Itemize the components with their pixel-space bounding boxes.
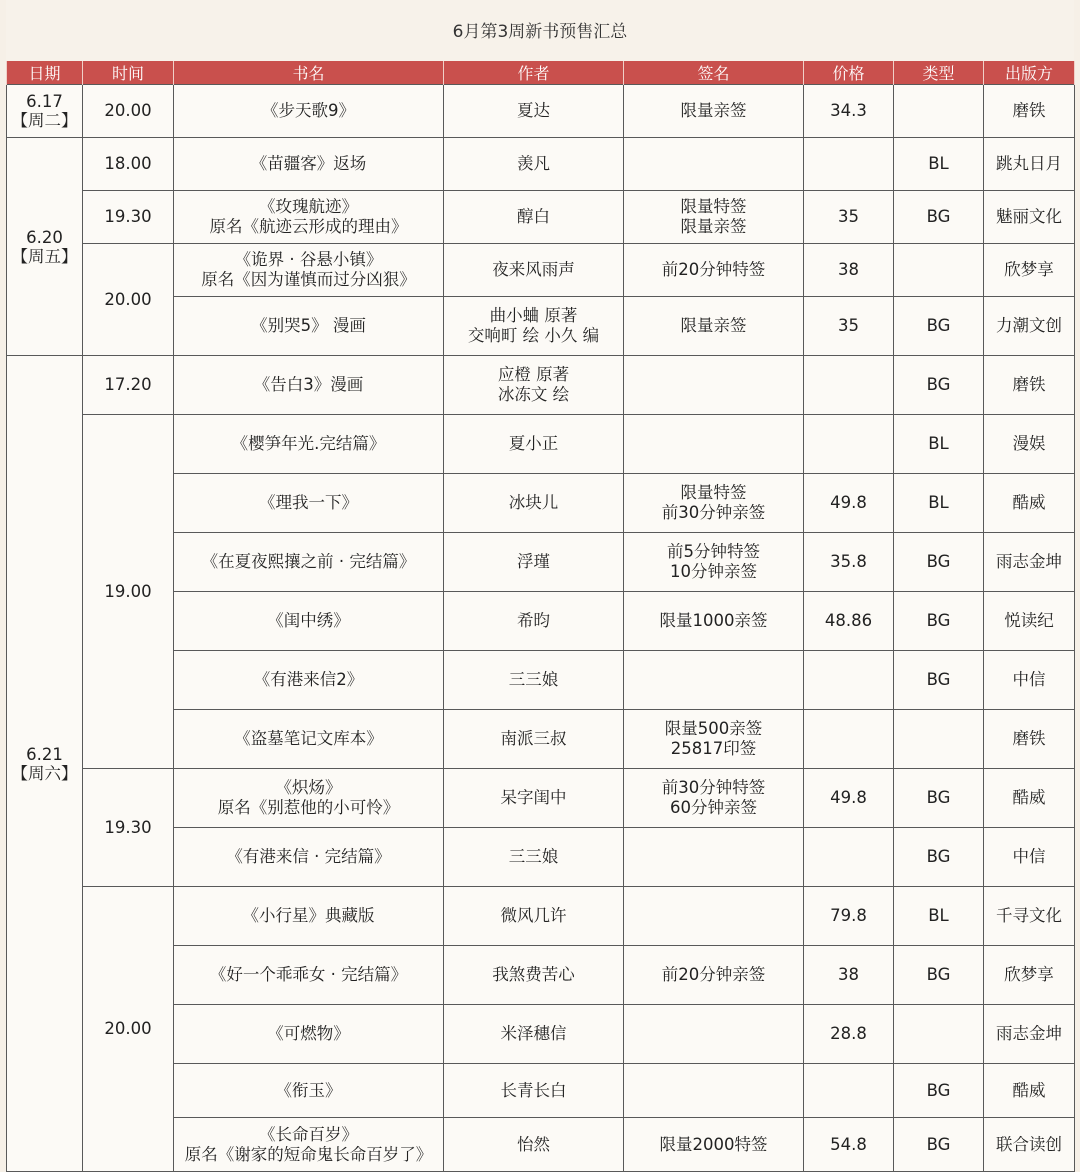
book-title-cell-line: 《好一个乖乖女 · 完结篇》 — [209, 965, 408, 984]
publisher-cell — [984, 138, 1075, 191]
publisher-cell — [984, 769, 1075, 828]
author-cell-line: 呆字闺中 — [500, 788, 567, 807]
signature-cell — [624, 710, 804, 769]
author-cell-line: 醇白 — [517, 207, 550, 226]
publisher-cell-line: 酷威 — [1012, 788, 1046, 807]
signature-cell-line: 60分钟亲签 — [670, 798, 757, 817]
author-cell-line: 夜来风雨声 — [492, 260, 575, 279]
publisher-cell — [984, 297, 1075, 356]
price-cell — [804, 244, 894, 297]
signature-cell — [624, 138, 804, 191]
book-title-cell-line: 原名《航迹云形成的理由》 — [209, 217, 408, 236]
author-cell-line: 米泽穗信 — [500, 1024, 567, 1043]
header-time: 时间 — [83, 61, 174, 85]
signature-cell — [624, 1118, 804, 1172]
type-cell-line: BG — [926, 207, 951, 226]
type-cell — [894, 887, 984, 946]
book-title-cell-line: 《盗墓笔记文库本》 — [234, 729, 383, 748]
price-cell — [804, 710, 894, 769]
book-title-cell-line: 《有港来信2》 — [253, 670, 364, 689]
type-cell-line: BG — [926, 670, 951, 689]
author-cell — [444, 474, 624, 533]
table-row — [7, 887, 1075, 946]
signature-cell — [624, 191, 804, 244]
publisher-cell — [984, 710, 1075, 769]
publisher-cell-line: 磨铁 — [1012, 375, 1046, 394]
book-title-cell-line: 《别哭5》 漫画 — [251, 316, 366, 335]
author-cell — [444, 1005, 624, 1064]
type-cell-line: BG — [926, 965, 951, 984]
time-cell-line: 20.00 — [104, 1019, 152, 1038]
type-cell — [894, 533, 984, 592]
book-title-cell — [174, 1005, 444, 1064]
signature-cell — [624, 297, 804, 356]
type-cell — [894, 1118, 984, 1172]
publisher-cell-line: 雨志金坤 — [996, 1024, 1062, 1043]
date-cell-line: 6.17 — [26, 92, 63, 111]
book-title-cell — [174, 651, 444, 710]
author-cell-line: 怡然 — [517, 1134, 550, 1154]
author-cell — [444, 769, 624, 828]
price-cell-line: 48.86 — [824, 611, 873, 630]
publisher-cell — [984, 533, 1075, 592]
price-cell — [804, 1064, 894, 1118]
author-cell-line: 三三娘 — [508, 670, 559, 689]
book-title-cell — [174, 1064, 444, 1118]
page-title: 6月第3周新书预售汇总 — [452, 22, 628, 42]
book-title-cell-line: 《在夏夜熙攘之前 · 完结篇》 — [201, 552, 416, 571]
author-cell-line: 微风几许 — [500, 906, 567, 925]
table-header — [7, 61, 1075, 85]
author-cell — [444, 1118, 624, 1172]
date-cell-line: 【周二】 — [11, 111, 78, 130]
author-cell — [444, 1064, 624, 1118]
publisher-cell — [984, 828, 1075, 887]
author-cell-line: 长青长白 — [500, 1080, 567, 1100]
price-cell — [804, 1118, 894, 1172]
price-cell — [804, 85, 894, 138]
signature-cell — [624, 533, 804, 592]
publisher-cell-line: 中信 — [1012, 670, 1046, 689]
author-cell — [444, 356, 624, 415]
price-cell — [804, 356, 894, 415]
price-cell — [804, 138, 894, 191]
date-cell — [7, 138, 83, 356]
author-cell — [444, 946, 624, 1005]
signature-cell-line: 限量特签 — [680, 197, 747, 216]
signature-cell-line: 10分钟亲签 — [670, 562, 757, 581]
author-cell — [444, 533, 624, 592]
book-title-cell-line: 《理我一下》 — [259, 493, 358, 512]
signature-cell — [624, 828, 804, 887]
type-cell — [894, 474, 984, 533]
signature-cell-line: 限量亲签 — [680, 217, 747, 236]
author-cell-line: 交响町 绘 小久 编 — [467, 326, 600, 345]
header-price: 价格 — [804, 61, 894, 85]
book-title-cell-line: 《炽炀》 — [275, 778, 342, 797]
time-cell-line: 19.00 — [104, 581, 152, 601]
date-cell-line: 6.20 — [26, 227, 63, 247]
author-cell — [444, 887, 624, 946]
price-cell — [804, 651, 894, 710]
publisher-cell — [984, 1118, 1075, 1172]
table-row — [7, 244, 1075, 297]
author-cell-line: 冰冻文 绘 — [497, 385, 570, 404]
price-cell — [804, 297, 894, 356]
signature-cell-line: 25817印签 — [670, 739, 757, 758]
table-row — [7, 415, 1075, 474]
publisher-cell — [984, 592, 1075, 651]
time-cell-line: 20.00 — [104, 101, 152, 120]
book-title-cell — [174, 828, 444, 887]
book-title-cell — [174, 592, 444, 651]
author-cell — [444, 710, 624, 769]
publisher-cell-line: 联合读创 — [996, 1134, 1062, 1154]
publisher-cell-line: 磨铁 — [1012, 101, 1046, 120]
table-row — [7, 191, 1075, 244]
table-row — [7, 138, 1075, 191]
author-cell — [444, 297, 624, 356]
book-title-cell-line: 《诡界 · 谷悬小镇》 — [234, 250, 383, 269]
price-cell — [804, 769, 894, 828]
book-title-cell-line: 《步天歌9》 — [262, 101, 355, 120]
type-cell-line: BL — [928, 493, 949, 512]
table-row — [7, 769, 1075, 828]
type-cell — [894, 1064, 984, 1118]
author-cell-line: 夏小正 — [508, 434, 559, 453]
price-cell-line: 28.8 — [830, 1024, 867, 1043]
header-type: 类型 — [894, 61, 984, 85]
book-title-cell — [174, 946, 444, 1005]
publisher-cell — [984, 415, 1075, 474]
author-cell-line: 曲小蛐 原著 — [489, 306, 578, 325]
signature-cell — [624, 1005, 804, 1064]
publisher-cell — [984, 1005, 1075, 1064]
book-title-cell-line: 《告白3》漫画 — [253, 375, 364, 394]
signature-cell — [624, 85, 804, 138]
publisher-cell — [984, 887, 1075, 946]
header-author: 作者 — [444, 61, 624, 85]
type-cell-line: BG — [926, 847, 951, 866]
book-title-cell-line: 《玫瑰航迹》 — [259, 197, 358, 216]
time-cell — [83, 887, 174, 1172]
book-title-cell — [174, 710, 444, 769]
book-title-cell — [174, 769, 444, 828]
author-cell — [444, 138, 624, 191]
signature-cell-line: 前20分钟特签 — [661, 260, 766, 279]
time-cell-line: 19.30 — [104, 817, 152, 837]
price-cell-line: 35 — [838, 316, 859, 335]
signature-cell — [624, 474, 804, 533]
header-date: 日期 — [7, 61, 83, 85]
type-cell-line: BG — [926, 611, 951, 630]
price-cell-line: 49.8 — [830, 493, 867, 512]
book-title-cell — [174, 533, 444, 592]
signature-cell-line: 限量亲签 — [680, 101, 747, 120]
price-cell-line: 34.3 — [830, 101, 867, 120]
type-cell-line: BL — [928, 434, 949, 453]
date-cell — [7, 356, 83, 1172]
publisher-cell — [984, 474, 1075, 533]
signature-cell-line: 前30分钟特签 — [661, 778, 766, 797]
book-title-cell-line: 《长命百岁》 — [259, 1124, 358, 1144]
price-cell-line: 49.8 — [830, 788, 867, 807]
signature-cell — [624, 415, 804, 474]
book-title-cell-line: 《苗疆客》返场 — [250, 154, 367, 173]
date-cell-line: 【周六】 — [11, 763, 78, 783]
publisher-cell-line: 跳丸日月 — [996, 154, 1062, 173]
author-cell-line: 我煞费苦心 — [492, 965, 575, 984]
signature-cell-line: 限量500亲签 — [664, 719, 763, 738]
author-cell-line: 南派三叔 — [500, 729, 567, 748]
author-cell-line: 浮瑾 — [517, 552, 550, 571]
time-cell-line: 20.00 — [104, 289, 152, 309]
price-cell — [804, 946, 894, 1005]
signature-cell-line: 限量亲签 — [680, 316, 747, 335]
time-cell-line: 19.30 — [104, 207, 152, 226]
price-cell — [804, 533, 894, 592]
book-title-cell — [174, 474, 444, 533]
presale-table — [6, 61, 1075, 1172]
type-cell — [894, 297, 984, 356]
book-title-cell — [174, 297, 444, 356]
author-cell — [444, 592, 624, 651]
signature-cell — [624, 356, 804, 415]
signature-cell-line: 限量特签 — [680, 483, 747, 502]
publisher-cell-line: 魅丽文化 — [996, 207, 1062, 226]
publisher-cell-line: 欣梦享 — [1004, 260, 1054, 279]
book-title-cell-line: 原名《别惹他的小可怜》 — [217, 798, 400, 817]
type-cell-line: BG — [926, 1080, 951, 1100]
publisher-cell-line: 磨铁 — [1012, 729, 1046, 748]
publisher-cell-line: 千寻文化 — [996, 906, 1062, 925]
type-cell-line: BG — [926, 375, 951, 394]
publisher-cell-line: 漫娱 — [1012, 434, 1046, 453]
type-cell — [894, 138, 984, 191]
signature-cell — [624, 769, 804, 828]
header-publisher: 出版方 — [984, 61, 1075, 85]
price-cell — [804, 415, 894, 474]
time-cell — [83, 415, 174, 769]
book-title-cell-line: 《有港来信 · 完结篇》 — [226, 847, 391, 866]
author-cell — [444, 828, 624, 887]
author-cell — [444, 415, 624, 474]
author-cell-line: 夏达 — [517, 101, 550, 120]
type-cell-line: BG — [926, 316, 951, 335]
time-cell — [83, 191, 174, 244]
book-title-cell-line: 《衔玉》 — [275, 1080, 342, 1100]
author-cell — [444, 191, 624, 244]
publisher-cell — [984, 244, 1075, 297]
book-title-cell-line: 《樱笋年光.完结篇》 — [231, 434, 386, 453]
publisher-cell — [984, 651, 1075, 710]
book-title-cell-line: 《闺中绣》 — [267, 611, 350, 630]
price-cell-line: 35.8 — [830, 552, 867, 571]
price-cell — [804, 828, 894, 887]
price-cell — [804, 191, 894, 244]
type-cell-line: BG — [926, 788, 951, 807]
header-book: 书名 — [174, 61, 444, 85]
price-cell-line: 38 — [838, 260, 859, 279]
time-cell — [83, 85, 174, 138]
date-cell-line: 6.21 — [26, 744, 63, 764]
price-cell — [804, 1005, 894, 1064]
price-cell-line: 38 — [838, 965, 859, 984]
book-title-cell — [174, 138, 444, 191]
type-cell — [894, 415, 984, 474]
type-cell — [894, 946, 984, 1005]
header-sign: 签名 — [624, 61, 804, 85]
signature-cell — [624, 651, 804, 710]
publisher-cell-line: 雨志金坤 — [996, 552, 1062, 571]
type-cell — [894, 244, 984, 297]
publisher-cell — [984, 1064, 1075, 1118]
type-cell — [894, 769, 984, 828]
time-cell-line: 18.00 — [104, 154, 152, 173]
type-cell — [894, 85, 984, 138]
publisher-cell-line: 力潮文创 — [996, 316, 1062, 335]
book-title-cell — [174, 244, 444, 297]
type-cell — [894, 356, 984, 415]
signature-cell-line: 限量2000特签 — [659, 1134, 768, 1154]
time-cell — [83, 138, 174, 191]
publisher-cell — [984, 356, 1075, 415]
time-cell — [83, 244, 174, 356]
book-title-cell-line: 原名《谢家的短命鬼长命百岁了》 — [184, 1144, 433, 1164]
author-cell-line: 希昀 — [517, 611, 550, 630]
book-title-cell — [174, 85, 444, 138]
type-cell-line: BL — [928, 906, 949, 925]
author-cell-line: 三三娘 — [508, 847, 559, 866]
publisher-cell-line: 酷威 — [1012, 1080, 1046, 1100]
type-cell — [894, 710, 984, 769]
publisher-cell — [984, 85, 1075, 138]
date-cell-line: 【周五】 — [11, 246, 78, 266]
author-cell — [444, 651, 624, 710]
signature-cell — [624, 1064, 804, 1118]
book-title-cell-line: 《可燃物》 — [267, 1024, 350, 1043]
price-cell-line: 79.8 — [830, 906, 867, 925]
publisher-cell-line: 欣梦享 — [1004, 965, 1054, 984]
price-cell — [804, 887, 894, 946]
publisher-cell-line: 悦读纪 — [1004, 611, 1054, 630]
book-title-cell — [174, 1118, 444, 1172]
publisher-cell-line: 酷威 — [1012, 493, 1046, 512]
author-cell-line: 冰块儿 — [508, 493, 559, 512]
signature-cell — [624, 887, 804, 946]
price-cell — [804, 592, 894, 651]
book-title-cell — [174, 356, 444, 415]
price-cell-line: 35 — [838, 207, 859, 226]
time-cell-line: 17.20 — [104, 375, 152, 394]
type-cell — [894, 1005, 984, 1064]
signature-cell-line: 限量1000亲签 — [659, 611, 768, 630]
book-title-cell — [174, 887, 444, 946]
type-cell-line: BL — [928, 154, 949, 173]
signature-cell — [624, 592, 804, 651]
publisher-cell-line: 中信 — [1012, 847, 1046, 866]
time-cell — [83, 769, 174, 887]
publisher-cell — [984, 946, 1075, 1005]
book-title-cell — [174, 191, 444, 244]
price-cell — [804, 474, 894, 533]
type-cell-line: BG — [926, 552, 951, 571]
author-cell — [444, 244, 624, 297]
table-row — [7, 85, 1075, 138]
book-title-cell-line: 《小行星》典藏版 — [242, 906, 375, 925]
author-cell — [444, 85, 624, 138]
date-cell — [7, 85, 83, 138]
type-cell-line: BG — [926, 1134, 951, 1154]
signature-cell-line: 前20分钟亲签 — [661, 965, 766, 984]
publisher-cell — [984, 191, 1075, 244]
signature-cell — [624, 244, 804, 297]
time-cell — [83, 356, 174, 415]
price-cell-line: 54.8 — [830, 1134, 867, 1154]
signature-cell-line: 前30分钟亲签 — [661, 503, 766, 522]
author-cell-line: 羡凡 — [517, 154, 550, 173]
signature-cell — [624, 946, 804, 1005]
type-cell — [894, 191, 984, 244]
book-title-cell — [174, 415, 444, 474]
table-row — [7, 356, 1075, 415]
type-cell — [894, 651, 984, 710]
type-cell — [894, 592, 984, 651]
book-title-cell-line: 原名《因为谨慎而过分凶狠》 — [201, 270, 416, 289]
signature-cell-line: 前5分钟特签 — [667, 542, 760, 561]
type-cell — [894, 828, 984, 887]
author-cell-line: 应橙 原著 — [497, 365, 570, 384]
